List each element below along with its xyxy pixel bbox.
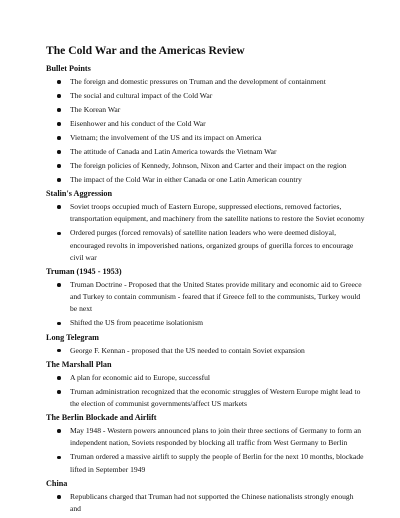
bullet-item: Soviet troops occupied much of Eastern Europe, suppressed elections, removed factories, transportation equipment, and machinery from the satellite nations to restore the Soviet economy	[46, 201, 366, 225]
bullet-item: Vietnam; the involvement of the US and its impact on America	[46, 132, 366, 144]
bullet-item: Truman ordered a massive airlift to supply the people of Berlin for the next 10 months, blockade lifted in September 1949	[46, 451, 366, 475]
section-heading: The Berlin Blockade and Airlift	[46, 413, 157, 423]
section-heading: China	[46, 478, 68, 488]
bullet-item: The attitude of Canada and Latin America towards the Vietnam War	[46, 146, 366, 158]
document-content	[46, 44, 366, 517]
bullet-item: Shifted the US from peacetime isolationism	[46, 317, 366, 329]
section-heading: Long Telegram	[46, 332, 99, 342]
section-heading: Stalin's Aggression	[46, 189, 113, 199]
bullet-item: The Korean War	[46, 104, 366, 116]
bullet-item: Truman administration recognized that the economic struggles of Western Europe might lead to the election of communist governments/affect US markets	[46, 386, 366, 410]
bullet-list	[46, 201, 366, 264]
section-heading: The Marshall Plan	[46, 359, 112, 369]
bullet-list	[46, 491, 366, 515]
bullet-list	[46, 345, 366, 357]
bullet-list	[46, 372, 366, 410]
bullet-item: Eisenhower and his conduct of the Cold War	[46, 118, 366, 130]
bullet-item: May 1948 - Western powers announced plans to join their three sections of Germany to form an independent nation, Soviets responded by blocking all traffic from West Germany to Berlin	[46, 425, 366, 449]
bullet-item: Ordered purges (forced removals) of satellite nation leaders who were deemed disloyal, encouraged revolts in impoverished nations, organized groups of guerilla forces to encourage civil war	[46, 227, 366, 264]
bullet-item: The impact of the Cold War in either Canada or one Latin American country	[46, 174, 366, 186]
bullet-item: The foreign policies of Kennedy, Johnson, Nixon and Carter and their impact on the region	[46, 160, 366, 172]
bullet-list	[46, 425, 366, 476]
bullet-item: The foreign and domestic pressures on Truman and the development of containment	[46, 76, 366, 88]
bullet-item: A plan for economic aid to Europe, successful	[46, 372, 366, 384]
bullet-item: Truman Doctrine - Proposed that the United States provide military and economic aid to Greece and Turkey to contain communism - feared that if Greece fell to the communists, Turkey would be next	[46, 279, 366, 316]
bullet-list	[46, 76, 366, 186]
section-heading: Truman (1945 - 1953)	[46, 267, 122, 277]
bullet-item: George F. Kennan - proposed that the US needed to contain Soviet expansion	[46, 345, 366, 357]
bullet-item: Republicans charged that Truman had not supported the Chinese nationalists strongly enough and	[46, 491, 366, 515]
sections-container	[46, 63, 366, 515]
section-heading: Bullet Points	[46, 64, 91, 73]
bullet-item: The social and cultural impact of the Cold War	[46, 90, 366, 102]
document-title: The Cold War and the Americas Review	[46, 44, 245, 57]
bullet-list	[46, 279, 366, 330]
